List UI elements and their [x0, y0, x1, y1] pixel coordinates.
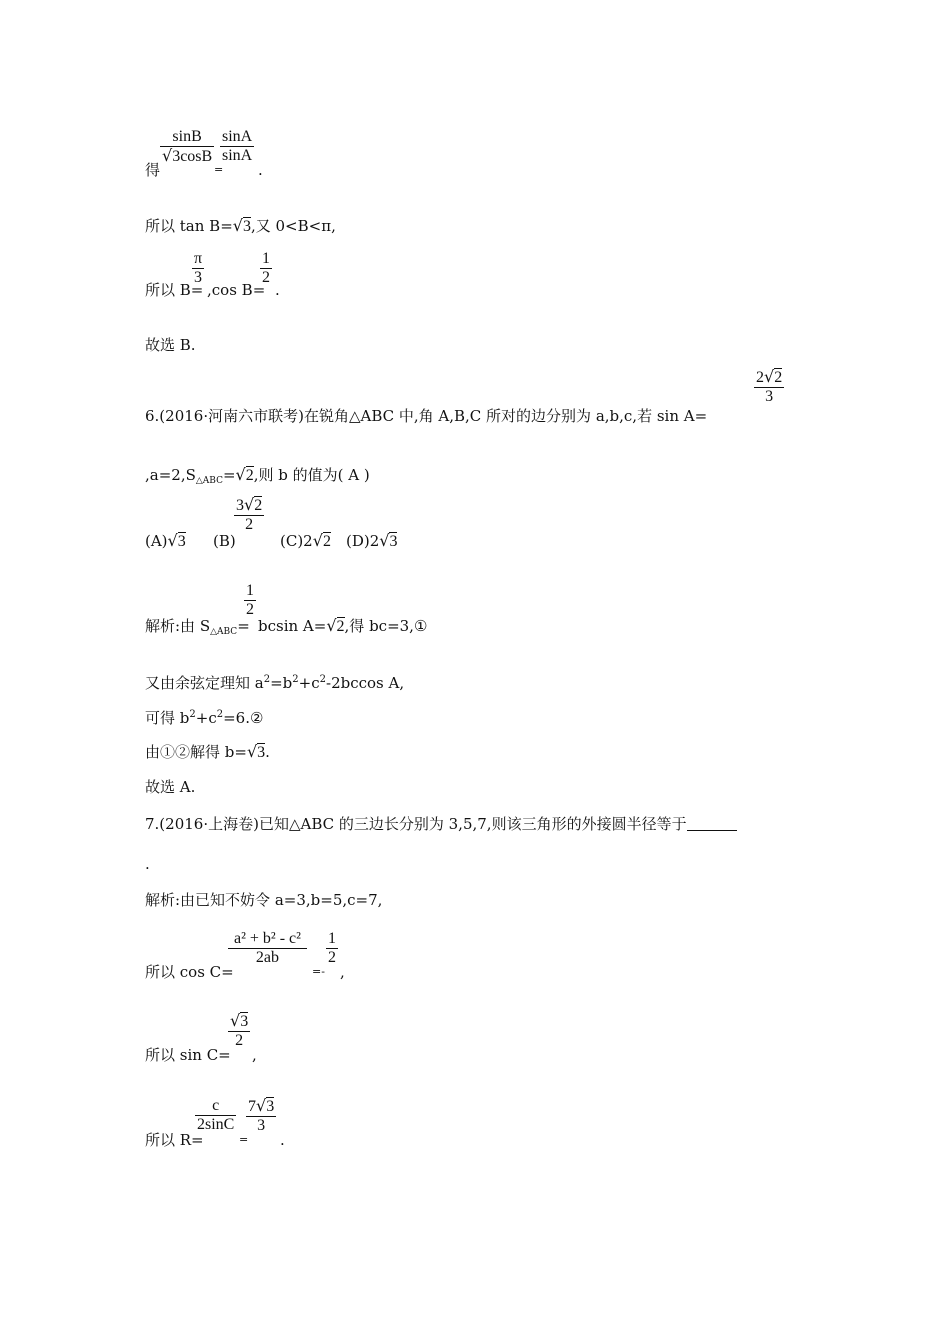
option-b-fraction: [234, 496, 264, 534]
sqrt-symbol: √: [232, 216, 243, 235]
choose-text: 故选 B.: [145, 336, 196, 354]
numerator: sinA: [222, 128, 253, 145]
denominator: 2sinC: [197, 1116, 235, 1133]
fraction-7sqrt3-over-3: [246, 1097, 276, 1135]
choose-B: [145, 335, 196, 355]
option-d-label: (D)2: [346, 532, 380, 550]
numerator: [228, 1012, 250, 1032]
sqrt-3: [247, 744, 265, 761]
equals-minus: =-: [312, 965, 325, 978]
sqrt-symbol: √: [312, 531, 323, 550]
comma: ,: [340, 963, 345, 981]
fraction-1-over-2: [326, 930, 338, 967]
sol6-rest: ,得 bc=3,①: [344, 617, 428, 635]
option-c-label: (C)2: [280, 532, 313, 550]
R-line-pre: [145, 1130, 204, 1150]
option-c: [280, 531, 331, 552]
R-pre: 所以 R=: [145, 1131, 204, 1149]
q6-line2: [145, 465, 370, 488]
radicand: 2: [254, 497, 263, 514]
subscript: △ABC: [195, 476, 223, 486]
sinC-end: [252, 1045, 257, 1065]
numerator: c: [195, 1097, 236, 1116]
radicand: 3: [177, 533, 186, 550]
radicand: 2: [322, 533, 331, 550]
choose-text: 故选 A.: [145, 778, 196, 796]
tanB-text: 所以 tan B=: [145, 217, 233, 235]
sqrt-2: [236, 467, 254, 484]
q7-dot: .: [145, 855, 150, 873]
line4-end: .: [265, 743, 270, 761]
numerator: 1: [262, 250, 270, 267]
denominator: 3: [765, 388, 774, 405]
sqrt-symbol: √: [326, 616, 337, 635]
sqrt-symbol: √: [764, 367, 775, 386]
denominator: [160, 147, 214, 166]
line3-mid: +c: [195, 709, 217, 727]
cosC-fraction: [228, 930, 307, 967]
period: .: [280, 1131, 285, 1149]
sqrt-3: [379, 533, 397, 550]
equals: =: [222, 466, 236, 484]
sol6-line4: [145, 742, 270, 763]
coef: 7: [248, 1098, 256, 1115]
coef: 2: [756, 369, 764, 386]
line2-r1: =b: [270, 674, 293, 692]
B-line-mid: [207, 280, 265, 300]
tanB-rest: ,又 0<B<π,: [250, 217, 336, 235]
B-line-end: [275, 280, 280, 300]
cosC-eq: [312, 962, 325, 982]
radicand: 2: [774, 369, 783, 386]
equals: =: [214, 163, 224, 176]
radicand: 3: [266, 1098, 275, 1115]
fraction-sinA-over-sinA: [220, 128, 254, 165]
numerator: π: [194, 250, 203, 267]
option-b: [213, 531, 236, 551]
denominator: 2: [262, 269, 270, 286]
sinC-fraction: [228, 1012, 250, 1050]
radicand: 3: [240, 1013, 249, 1030]
sol6-line2: [145, 670, 404, 693]
R-eq: [239, 1130, 248, 1150]
period: .: [275, 281, 280, 299]
de-text: 得: [145, 161, 161, 179]
numerator: [234, 496, 264, 516]
denominator: 2: [328, 949, 336, 966]
radicand: 3: [389, 533, 398, 550]
sol6-mid: bcsin A=: [258, 617, 327, 635]
sqrt-3: [168, 533, 186, 550]
comma: ,: [252, 1046, 257, 1064]
option-a-label: (A): [145, 532, 168, 550]
radicand: 2: [336, 618, 345, 635]
sqrt-symbol: √: [256, 1096, 267, 1115]
denominator: sinA: [222, 147, 253, 164]
radicand: 3: [257, 744, 266, 761]
line3-rest: =6.②: [223, 709, 264, 727]
sqrt-symbol: √: [379, 531, 390, 550]
numerator: [754, 368, 784, 388]
q6-line2-pre: ,a=2,S: [145, 466, 196, 484]
denominator: 2: [246, 601, 254, 618]
period: .: [258, 161, 263, 179]
numerator: a² + b² - c²: [228, 930, 307, 949]
R-fraction: [195, 1097, 236, 1134]
equals: =: [239, 1133, 249, 1146]
R-end: [280, 1130, 285, 1150]
equals: =: [237, 617, 250, 635]
q6-line1: [145, 406, 707, 426]
B-pre: 所以 B=: [145, 281, 204, 299]
denominator: 2: [245, 516, 254, 533]
sol6-line3: [145, 705, 263, 728]
line2-pre: 又由余弦定理知 a: [145, 674, 264, 692]
q6-text: 6.(2016·河南六市联考)在锐角△ABC 中,角 A,B,C 所对的边分别为 a,b,c,若 sin A=: [145, 407, 708, 425]
block1-end: [258, 160, 263, 180]
sqrt-symbol: √: [235, 465, 246, 484]
option-a: [145, 531, 186, 552]
sinC-line-pre: [145, 1045, 231, 1065]
answer-blank: [687, 816, 737, 831]
sol6-pre: 解析:由 S: [145, 617, 211, 635]
coef: 3: [236, 497, 244, 514]
fraction-1-over-2: [244, 582, 256, 619]
sqrt-symbol: √: [162, 146, 173, 165]
sol6-line1-pre: [145, 616, 250, 639]
sol7-line1-text: 解析:由已知不妨令 a=3,b=5,c=7,: [145, 891, 383, 909]
cosC-pre: 所以 cos C=: [145, 963, 234, 981]
sup: 2: [189, 709, 196, 720]
block1-eq: [214, 160, 223, 180]
q6-line2-rest: ,则 b 的值为( A ): [253, 466, 370, 484]
sqrt-2: [326, 618, 344, 635]
subscript: △ABC: [210, 627, 238, 637]
fraction-sinB-over-3cosB: [160, 128, 214, 166]
radicand: 2: [245, 467, 254, 484]
sup: 2: [216, 709, 224, 720]
sqrt-symbol: √: [244, 495, 255, 514]
option-d: [346, 531, 397, 552]
numerator: 1: [246, 582, 254, 599]
cosC-end: [340, 962, 345, 982]
line4-pre: 由①②解得 b=: [145, 743, 247, 761]
option-b-label: (B): [213, 532, 236, 550]
sinC-pre: 所以 sin C=: [145, 1046, 231, 1064]
line2-r3: -2bccos A,: [326, 674, 405, 692]
denominator: 3: [257, 1117, 266, 1134]
sqrt-2: [313, 533, 331, 550]
sup: 2: [263, 674, 271, 685]
sqrt-symbol: √: [230, 1011, 241, 1030]
sqrt-symbol: √: [167, 531, 178, 550]
denominator: 2: [235, 1032, 244, 1049]
sol6-line1-rest: [258, 616, 427, 637]
radicand: 3: [242, 218, 251, 235]
line2-r2: +c: [298, 674, 320, 692]
q7-line2: [145, 854, 150, 874]
cosC-line-pre: [145, 962, 234, 982]
sqrt-symbol: √: [246, 742, 258, 761]
q7-text: 7.(2016·上海卷)已知△ABC 的三边长分别为 3,5,7,则该三角形的外接圆半径等于: [145, 815, 687, 833]
sup: 2: [319, 674, 326, 685]
numerator: 1: [328, 930, 336, 947]
sqrt-3: [233, 218, 251, 235]
sup: 2: [292, 674, 299, 685]
line3-pre: 可得 b: [145, 709, 190, 727]
fraction-2sqrt2-over-3: [754, 368, 784, 406]
block1-line: [145, 160, 160, 180]
sol6-line5: [145, 777, 195, 797]
numerator: sinB: [160, 128, 214, 147]
q7-line1: [145, 814, 737, 834]
denominator: 3: [194, 269, 203, 286]
denominator-text: 3cosB: [172, 148, 213, 165]
cosB-text: ,cos B=: [207, 281, 266, 299]
numerator: [246, 1097, 276, 1117]
tanB-line: [145, 216, 336, 237]
denominator: 2ab: [255, 949, 280, 966]
B-line-pre: [145, 280, 203, 300]
sol7-line1: [145, 890, 382, 910]
